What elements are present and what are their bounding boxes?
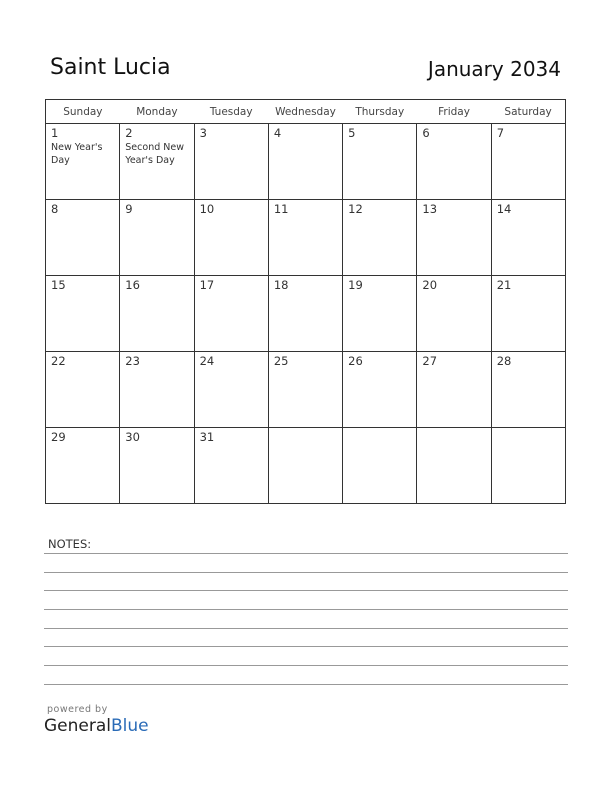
calendar-country-title: Saint Lucia [50,55,171,80]
calendar-day-cell[interactable] [417,124,491,200]
powered-by-text: powered by [47,704,108,715]
day-number: 7 [496,126,505,140]
day-number: 14 [496,202,512,216]
calendar-day-cell[interactable] [491,428,565,504]
calendar-week-row [46,276,566,352]
calendar-day-cell[interactable] [268,200,342,276]
calendar-day-cell[interactable] [46,276,120,352]
calendar-day-cell[interactable] [343,276,417,352]
calendar-day-cell[interactable] [343,352,417,428]
day-number: 23 [125,354,140,368]
day-number: 8 [51,202,59,216]
calendar-day-cell[interactable] [417,428,491,504]
calendar-day-cell[interactable] [268,276,342,352]
day-number: 28 [496,354,512,368]
calendar-day-cell[interactable] [46,200,120,276]
calendar-day-cell[interactable] [46,124,120,200]
calendar-month-title: January 2034 [427,57,561,81]
calendar-day-cell[interactable] [417,200,491,276]
weekday-tuesday: Tuesday [194,100,268,124]
calendar-day-cell[interactable] [194,428,268,504]
note-line [44,684,568,685]
calendar-day-cell[interactable] [120,124,194,200]
calendar-body [46,124,566,504]
day-number: 20 [422,278,438,292]
weekday-sunday: Sunday [46,100,120,124]
calendar-day-cell[interactable] [194,276,268,352]
day-number: 18 [273,278,289,292]
calendar-day-cell[interactable] [120,200,194,276]
day-number: 29 [51,430,66,444]
note-line [44,665,568,666]
weekday-saturday: Saturday [491,100,565,124]
day-number: 2 [125,126,133,140]
brand-general: General [44,716,111,736]
calendar-week-row [46,428,566,504]
day-number: 30 [125,430,140,444]
day-number: 13 [422,202,438,216]
calendar-day-cell[interactable] [46,352,120,428]
note-line [44,553,568,554]
calendar-day-cell[interactable] [343,200,417,276]
holiday-event: New Year's Day [51,142,103,166]
day-number: 4 [273,126,282,140]
calendar-day-cell[interactable] [194,352,268,428]
calendar-day-cell[interactable] [268,352,342,428]
day-number: 9 [125,202,133,216]
day-number: 6 [422,126,430,140]
day-number: 19 [348,278,363,292]
note-line [44,628,568,629]
day-number: 31 [199,430,215,444]
calendar-day-cell[interactable] [491,200,565,276]
calendar-day-cell[interactable] [46,428,120,504]
calendar-day-cell[interactable] [417,352,491,428]
calendar-day-cell[interactable] [491,124,565,200]
calendar-day-cell[interactable] [343,428,417,504]
calendar-day-cell[interactable] [268,124,342,200]
calendar-week-row [46,352,566,428]
day-number: 25 [273,354,289,368]
calendar-day-cell[interactable] [120,352,194,428]
calendar-day-cell[interactable] [120,276,194,352]
calendar-day-cell[interactable] [120,428,194,504]
day-number: 1 [51,126,59,140]
day-number: 12 [348,202,363,216]
calendar-grid [45,99,566,504]
calendar-day-cell[interactable] [417,276,491,352]
note-line [44,646,568,647]
notes-label: NOTES: [48,537,92,551]
weekday-thursday: Thursday [343,100,417,124]
calendar-day-cell[interactable] [343,124,417,200]
calendar-week-row [46,124,566,200]
note-line [44,572,568,573]
note-line [44,590,568,591]
generalblue-logo[interactable] [44,716,149,736]
calendar-week-row [46,200,566,276]
holiday-event: Second New Year's Day [125,142,184,166]
day-number: 15 [51,278,66,292]
day-number: 11 [273,202,289,216]
weekday-wednesday: Wednesday [268,100,342,124]
note-line [44,609,568,610]
weekday-header-row [46,100,566,124]
weekday-friday: Friday [417,100,491,124]
calendar-day-cell[interactable] [491,352,565,428]
day-number: 10 [199,202,215,216]
calendar-day-cell[interactable] [491,276,565,352]
brand-blue: Blue [111,716,149,736]
day-number: 17 [199,278,215,292]
day-number: 21 [496,278,512,292]
calendar-day-cell[interactable] [194,124,268,200]
day-number: 26 [348,354,363,368]
weekday-monday: Monday [120,100,194,124]
day-number: 22 [51,354,66,368]
calendar-day-cell[interactable] [194,200,268,276]
day-number: 5 [348,126,356,140]
calendar-day-cell[interactable] [268,428,342,504]
day-number: 24 [199,354,215,368]
day-number: 27 [422,354,438,368]
day-number: 3 [199,126,207,140]
day-number: 16 [125,278,140,292]
